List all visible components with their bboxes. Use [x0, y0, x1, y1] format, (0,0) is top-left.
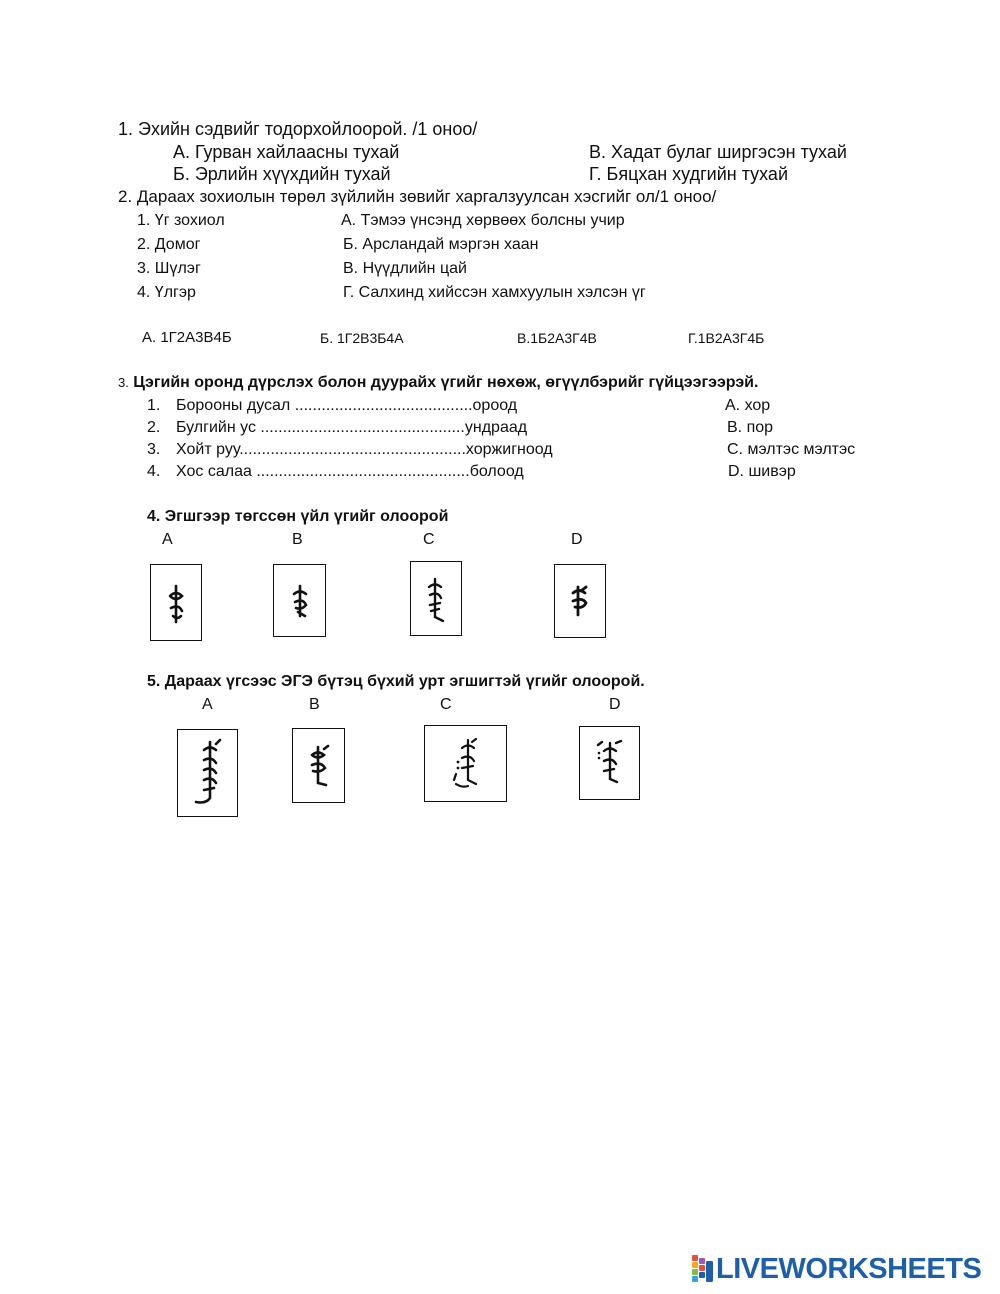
q2-title-b: Б. Арсландай мэргэн хаан: [343, 236, 539, 253]
q5-option-c-box[interactable]: [424, 725, 507, 802]
q3-word-c: С. мэлтэс мэлтэс: [727, 441, 856, 458]
q5-option-d-box[interactable]: [579, 726, 640, 800]
q3-number: 3.: [118, 375, 129, 390]
q3-item-1-text: Борооны дусал ........................................ороод: [176, 397, 518, 414]
q1-option-a: А. Гурван хайлаасны тухай: [173, 142, 400, 162]
q3-question: Цэгийн оронд дүрслэх болон дуурайх үгийг нөхөж, өгүүлбэрийг гүйцээгээрэй.: [133, 374, 759, 391]
q4-label-d: D: [571, 531, 583, 548]
q5-option-b-box[interactable]: [292, 728, 345, 803]
mongolian-script-image: [161, 578, 191, 628]
mongolian-script-image: [421, 573, 451, 625]
q4-option-b-box[interactable]: [273, 564, 326, 637]
liveworksheets-brand: LIVEWORKSHEETS: [716, 1252, 982, 1285]
q4-question: 4. Эгшгээр төгссөн үйл үгийг олоорой: [147, 508, 449, 525]
liveworksheets-logo: [692, 1254, 981, 1284]
q2-question: 2. Дараах зохиолын төрөл зүйлийн зөвийг харгалзуулсан хэсгийг ол/1 оноо/: [118, 187, 717, 206]
q4-label-c: C: [423, 531, 435, 548]
q2-title-a: А. Тэмээ үнсэнд хөрвөөх болсны учир: [341, 212, 625, 229]
q2-answer-g: Г.1В2А3Г4Б: [688, 330, 765, 346]
mongolian-script-image: [565, 581, 595, 621]
q2-answer-v: В.1Б2А3Г4В: [517, 330, 597, 346]
q1-option-v: В. Хадат булаг ширгэсэн тухай: [589, 142, 847, 162]
mongolian-script-image: [302, 741, 336, 791]
q4-option-d-box[interactable]: [554, 564, 606, 638]
q3-word-a: А. хор: [725, 397, 771, 414]
q3-item-4-num: 4.: [147, 463, 161, 480]
mongolian-script-image: [285, 578, 315, 624]
q3-item-1-num: 1.: [147, 397, 161, 414]
q1-option-g: Г. Бяцхан худгийн тухай: [589, 164, 789, 184]
q3-heading: [118, 374, 758, 392]
q3-item-2-text: Булгийн ус ..............................................ундраад: [176, 419, 528, 436]
q3-item-3-num: 3.: [147, 441, 161, 458]
q5-label-c: C: [440, 696, 452, 713]
q2-answer-b: Б. 1Г2В3Б4А: [320, 330, 404, 346]
q4-option-c-box[interactable]: [410, 561, 462, 636]
q4-option-a-box[interactable]: [150, 564, 202, 641]
q3-word-d: D. шивэр: [728, 463, 796, 480]
q2-title-g: Г. Салхинд хийссэн хамхуулын хэлсэн үг: [343, 284, 646, 301]
q5-label-b: B: [309, 696, 320, 713]
q1-question: 1. Эхийн сэдвийг тодорхойлоорой. /1 оноо/: [118, 119, 478, 139]
q5-question: 5. Дараах үгсээс ЭГЭ бүтэц бүхий урт эгшигтэй үгийг олоорой.: [147, 673, 645, 690]
q4-label-b: B: [292, 531, 303, 548]
q1-option-b: Б. Эрлийн хүүхдийн тухай: [173, 164, 391, 184]
q2-genre-1: 1. Үг зохиол: [137, 212, 225, 229]
q5-option-a-box[interactable]: [177, 729, 238, 817]
q2-genre-2: 2. Домог: [137, 236, 201, 253]
q5-label-a: A: [202, 696, 213, 713]
mongolian-script-image: [590, 737, 630, 789]
q5-label-d: D: [609, 696, 621, 713]
q2-title-v: В. Нүүдлийн цай: [343, 260, 467, 277]
q4-label-a: A: [162, 531, 173, 548]
q2-genre-4: 4. Үлгэр: [137, 284, 196, 301]
liveworksheets-logo-icon: [692, 1255, 714, 1283]
mongolian-script-image: [188, 736, 228, 810]
mongolian-script-image: [446, 736, 486, 792]
q2-answer-a: А. 1Г2А3В4Б: [142, 329, 232, 346]
q2-genre-3: 3. Шүлэг: [137, 260, 201, 277]
q3-item-4-text: Хос салаа ................................................болоод: [176, 463, 524, 480]
q3-item-2-num: 2.: [147, 419, 161, 436]
q3-word-v: В. пор: [727, 419, 774, 436]
q3-item-3-text: Хойт руу...................................................хоржигноод: [176, 441, 553, 458]
